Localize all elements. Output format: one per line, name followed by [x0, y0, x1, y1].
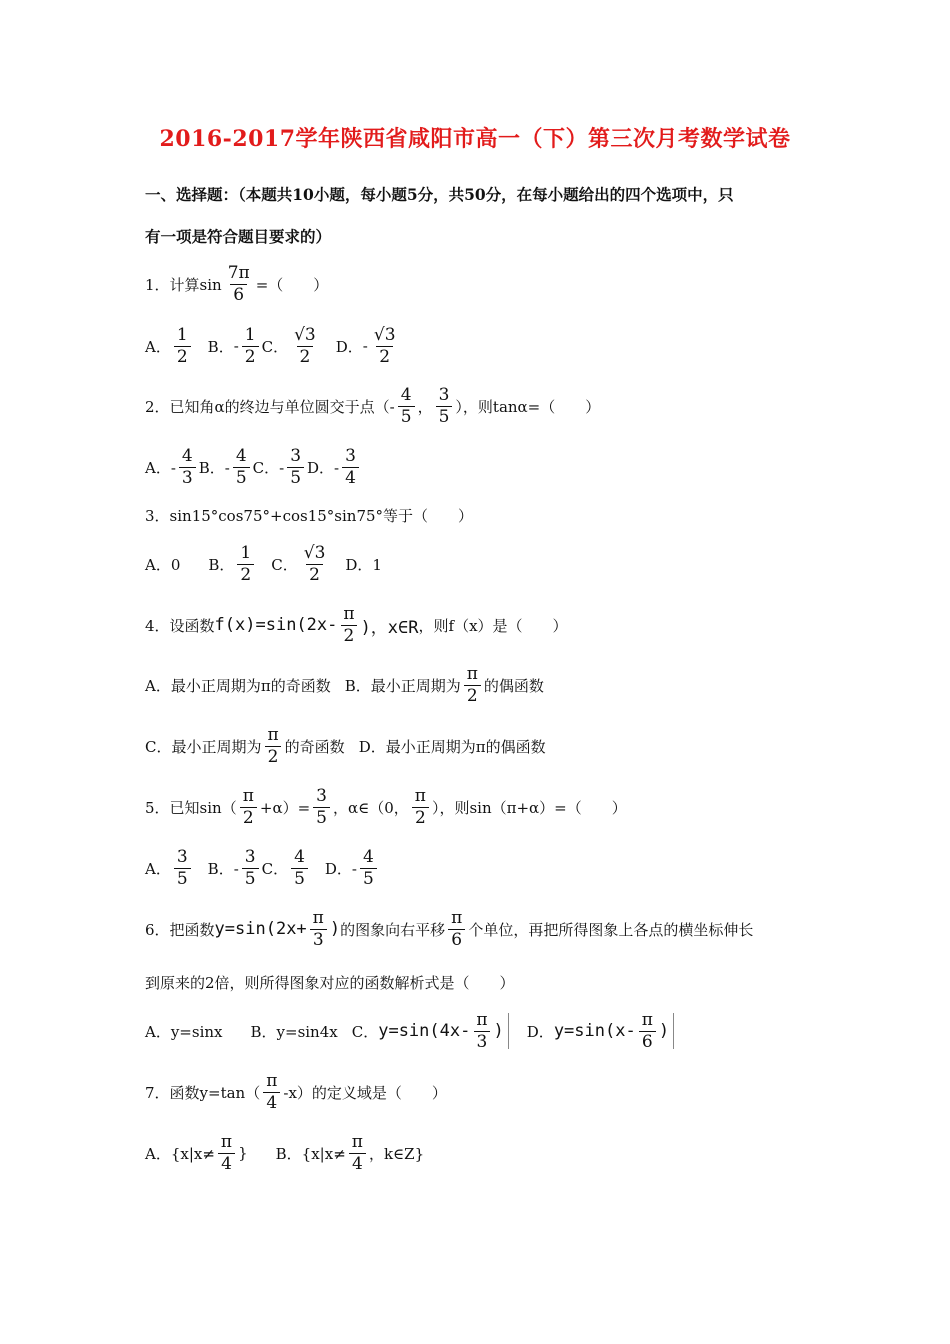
text-q7-b-tail: ，k∈Z}: [368, 1144, 425, 1163]
fraction: [310, 907, 327, 950]
fraction: [291, 324, 319, 367]
page-title: 2016-2017学年陕西省咸阳市高一（下）第三次月考数学试卷: [159, 126, 791, 152]
text-q2-b: B．-: [198, 458, 230, 477]
text-q2-tail: ），则tanα=（ ）: [455, 397, 601, 416]
question-7-options: [145, 1130, 845, 1176]
text-q7-den: 4: [263, 1092, 280, 1112]
text-q7-stem: 7．函数y=tan（: [145, 1083, 261, 1102]
text-q2-b-den: 5: [233, 467, 250, 487]
text-q4-den: 2: [341, 625, 358, 645]
fraction: [340, 603, 357, 646]
fraction: [349, 1131, 366, 1174]
text-q4-f-tail: )，x∈R: [360, 617, 419, 638]
question-2: [145, 383, 845, 429]
fraction: [342, 445, 359, 488]
text-q6-c-f: y=sin(4x-: [378, 1021, 471, 1041]
question-3-options: [145, 541, 845, 587]
text-q6-d-den: 6: [639, 1031, 656, 1051]
text-q5-c-den: 5: [291, 868, 308, 888]
fraction: [263, 1070, 280, 1113]
text-q5-b-num: 3: [244, 846, 256, 867]
text-q6-d: D．: [526, 1022, 554, 1041]
fraction: [436, 384, 453, 427]
text-q1-tail: =（ ）: [255, 275, 329, 294]
text-q1-c: C．: [261, 337, 289, 356]
text-q4-d-pre: D．最小正周期为π的偶函数: [358, 737, 546, 756]
fraction: [448, 907, 465, 950]
fraction: [242, 324, 259, 367]
section-heading: [145, 174, 825, 258]
text-q2-a-den: 3: [179, 467, 196, 487]
text-q2-stem: 2．已知角α的终边与单位圆交于点（-: [145, 397, 395, 416]
fraction: [242, 846, 259, 889]
text-q6-tail: 个单位，再把所得图象上各点的横坐标伸长: [468, 920, 754, 939]
text-q4-num: π: [343, 603, 355, 624]
text-q3-stem: 3．sin15°cos75°+cos15°sin75°等于（ ）: [145, 506, 474, 525]
text-q1-num: 7π: [227, 262, 250, 283]
text-q6-n2: π: [451, 907, 463, 928]
fraction: [233, 445, 250, 488]
text-q6-f-tail: ): [329, 919, 341, 939]
text-q6-stem: 6．把函数: [145, 920, 215, 939]
text-q1-stem: 1．计算sin: [145, 275, 222, 294]
fraction: [371, 324, 399, 367]
text-q1-b-den: 2: [242, 346, 259, 366]
text-q6-f: y=sin(2x+: [214, 919, 307, 939]
fraction: [464, 663, 481, 706]
text-q4-b-tail: 的偶函数: [483, 676, 544, 695]
text-q1-b-num: 1: [244, 324, 256, 345]
text-q7-b-den: 4: [349, 1153, 366, 1173]
text-q6-d2: 6: [448, 929, 465, 949]
text-q2-b-num: 4: [235, 445, 247, 466]
question-4-options-ab: [145, 662, 845, 708]
fraction: [301, 542, 329, 585]
text-q4-b-den: 2: [464, 685, 481, 705]
text-q2-d-den: 4: [342, 467, 359, 487]
text-q2-c: C．-: [252, 458, 285, 477]
text-q3-b-den: 2: [237, 564, 254, 584]
question-7: [145, 1069, 845, 1115]
fraction: [218, 1131, 235, 1174]
text-q2-p2-num: 3: [438, 384, 450, 405]
question-1: [145, 261, 845, 307]
text-q6-c-num: π: [476, 1009, 488, 1030]
text-q4-a-pre: A．最小正周期为π的奇函数: [145, 676, 331, 695]
question-5-options: [145, 845, 845, 891]
text-q1-a-num: 1: [176, 324, 188, 345]
fraction: [639, 1009, 656, 1052]
question-1-options: [145, 323, 845, 369]
text-q4-stem: 4．设函数: [145, 616, 215, 635]
text-q4-c-den: 2: [265, 746, 282, 766]
text-q4-c-pre: C．最小正周期为: [145, 737, 262, 756]
text-q1-b: B．: [207, 337, 234, 356]
text-q3-b-num: 1: [240, 542, 252, 563]
text-q6-num: π: [312, 907, 324, 928]
fraction: [412, 785, 429, 828]
text-q7-a-den: 4: [218, 1153, 235, 1173]
text-q6-a: A．y=sinx: [145, 1022, 223, 1041]
text-q5-a: A．: [145, 859, 171, 878]
text-q2-p1-num: 4: [400, 384, 412, 405]
divider: [673, 1013, 674, 1049]
text-q2-p1-den: 5: [398, 406, 415, 426]
text-q1-a-den: 2: [174, 346, 191, 366]
text-q1-c-den: 2: [297, 346, 314, 366]
text-q5-d1: 2: [240, 807, 257, 827]
text-q4-b-pre: B．最小正周期为: [344, 676, 461, 695]
text-q2-a-num: 4: [181, 445, 193, 466]
fraction: [398, 384, 415, 427]
question-6: [145, 906, 845, 952]
text-q7-a-num: π: [220, 1131, 233, 1152]
text-q6-d-num: π: [641, 1009, 653, 1030]
fraction: [174, 324, 191, 367]
text-q3-b: B．: [208, 555, 235, 574]
fraction: [360, 846, 377, 889]
text-q3-a: A．0: [145, 555, 181, 574]
text-q5-d3: 2: [412, 807, 429, 827]
text-q6-mid: 的图象向右平移: [340, 920, 446, 939]
text-q7-b-num: π: [351, 1131, 363, 1152]
text-q5-mid: +α）=: [259, 798, 311, 817]
text-q5-mid2: ，α∈（0，: [333, 798, 409, 817]
text-q5-a-den: 5: [174, 868, 191, 888]
text-q7-a: A．{x|x≠: [145, 1144, 215, 1163]
text-q7-a-tail: }: [238, 1144, 248, 1162]
text-q2-a: A．-: [145, 458, 176, 477]
fraction: [473, 1009, 490, 1052]
text-q6-den: 3: [310, 929, 327, 949]
text-q2-p2-den: 5: [436, 406, 453, 426]
question-2-options: [145, 444, 845, 490]
text-q5-n3: π: [414, 785, 426, 806]
text-q5-d-den: 5: [360, 868, 377, 888]
fraction: [237, 542, 254, 585]
text-q3-c: C．: [271, 555, 298, 574]
question-4: [145, 602, 845, 648]
text-q3-d: D．1: [345, 555, 382, 574]
text-q5-b-den: 5: [242, 868, 259, 888]
text-q1-d-den: 2: [376, 346, 393, 366]
text-q2-c-num: 3: [290, 445, 302, 466]
text-q1-b-pre: -: [233, 337, 239, 355]
text-q6-b: B．y=sin4x: [250, 1022, 338, 1041]
text-q5-d: D．-: [324, 859, 358, 878]
fraction: [313, 785, 330, 828]
text-q5-c: C．: [261, 859, 289, 878]
text-q4-c-tail: 的奇函数: [284, 737, 345, 756]
text-q2-comma: ，: [417, 397, 433, 416]
fraction: [174, 846, 191, 889]
text-q5-d2: 5: [313, 807, 330, 827]
question-6-line-2: [145, 959, 845, 1005]
fraction: [287, 445, 304, 488]
text-q2-c-den: 5: [287, 467, 304, 487]
text-q5-n2: 3: [316, 785, 327, 806]
fraction: [225, 262, 253, 305]
text-q6-c-tail: ): [493, 1021, 504, 1041]
question-6-options: [145, 1008, 845, 1054]
fraction: [179, 445, 196, 488]
text-q4-c-num: π: [267, 724, 279, 745]
section-line-1: 一、选择题：（本题共10小题，每小题5分，共50分，在每小题给出的四个选项中，只: [145, 185, 734, 204]
text-q1-d: D．: [335, 337, 363, 356]
question-5: [145, 784, 845, 830]
text-q1-d-num: √3: [373, 324, 396, 345]
text-q5-tail: ），则sin（π+α）=（ ）: [431, 798, 627, 817]
fraction: [264, 724, 281, 767]
text-q4-b-num: π: [466, 663, 478, 684]
text-q6-line2: 到原来的2倍，则所得图象对应的函数解析式是（ ）: [145, 973, 515, 992]
text-q3-c-num: √3: [303, 542, 326, 563]
section-line-2: 有一项是符合题目要求的）: [145, 227, 332, 246]
text-q5-stem: 5．已知sin（: [145, 798, 237, 817]
text-q6-c-den: 3: [474, 1031, 491, 1051]
text-q5-n1: π: [242, 785, 254, 806]
question-4-options-cd: [145, 723, 845, 769]
text-q7-b: B．{x|x≠: [275, 1144, 346, 1163]
text-q1-a: A．: [145, 337, 171, 356]
text-q1-c-num: √3: [294, 324, 316, 345]
text-q5-a-num: 3: [176, 846, 188, 867]
text-q6-d-f: y=sin(x-: [553, 1021, 636, 1041]
fraction: [240, 785, 257, 828]
text-q7-num: π: [266, 1070, 278, 1091]
fraction: [291, 846, 308, 889]
text-q4-tail: ，则f（x）是（ ）: [418, 616, 568, 635]
text-q3-c-den: 2: [306, 564, 323, 584]
text-q5-d-num: 4: [363, 846, 374, 867]
text-q6-d-tail: ): [658, 1021, 670, 1041]
text-q5-b: B．-: [207, 859, 239, 878]
text-q4-f: f(x)=sin(2x-: [214, 615, 338, 635]
text-q6-c: C．: [351, 1022, 379, 1041]
text-q2-d: D．-: [307, 458, 340, 477]
text-q1-d-pre: -: [362, 337, 368, 355]
text-q7-tail: -x）的定义域是（ ）: [283, 1083, 447, 1102]
text-q1-den: 6: [230, 284, 247, 304]
divider: [508, 1013, 509, 1049]
text-q2-d-num: 3: [345, 445, 356, 466]
text-q5-c-num: 4: [294, 846, 305, 867]
question-3: [145, 492, 845, 538]
